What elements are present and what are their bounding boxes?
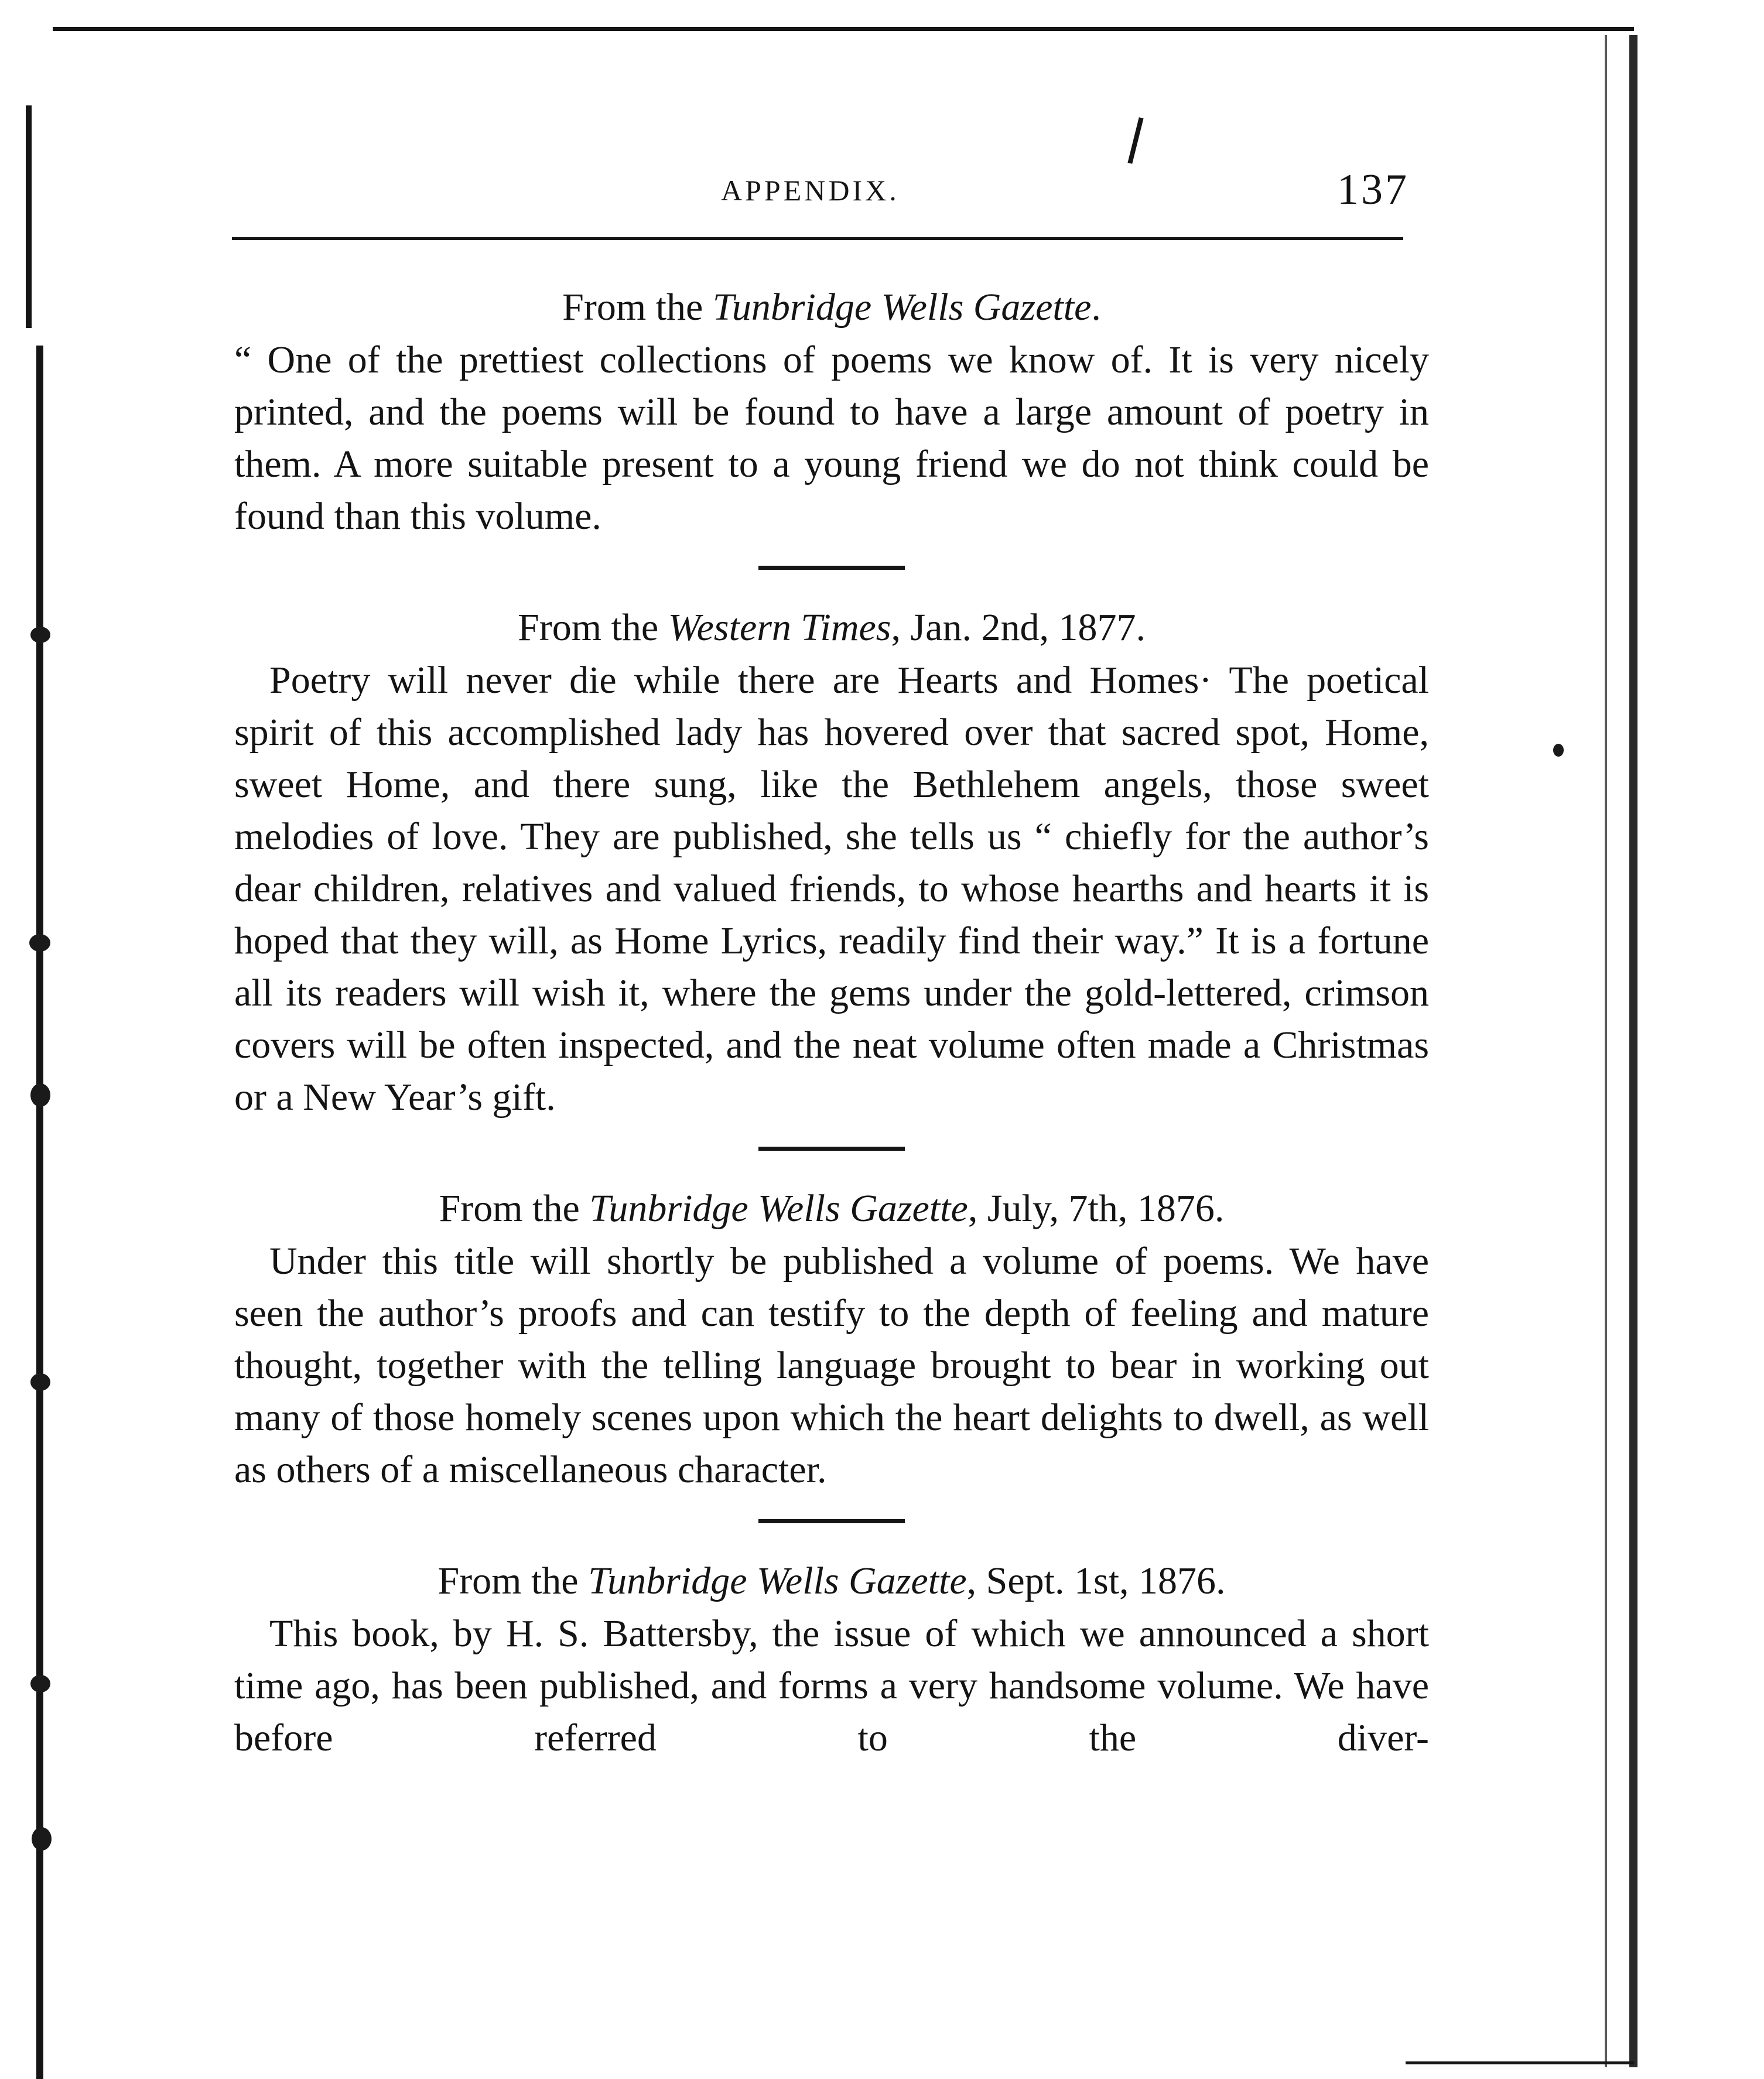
section-divider bbox=[758, 1147, 905, 1151]
source-title: Tunbridge Wells Gazette bbox=[589, 1187, 968, 1230]
source-prefix: From the bbox=[518, 606, 659, 649]
source-suffix: . bbox=[1091, 286, 1101, 329]
review-source-heading bbox=[234, 281, 1429, 334]
source-suffix: , Jan. 2nd, 1877. bbox=[891, 606, 1146, 649]
running-title: APPENDIX. bbox=[721, 174, 900, 207]
running-head bbox=[232, 166, 1415, 228]
source-title: Western Times bbox=[668, 606, 891, 649]
section-divider bbox=[758, 1519, 905, 1523]
left-binding-mark bbox=[26, 105, 32, 328]
review-source-heading bbox=[234, 1555, 1429, 1608]
source-prefix: From the bbox=[562, 286, 703, 329]
ink-speck bbox=[1553, 744, 1564, 757]
right-edge-inner bbox=[1605, 35, 1607, 2067]
header-rule bbox=[232, 237, 1403, 240]
source-title: Tunbridge Wells Gazette bbox=[588, 1560, 967, 1602]
binding-knot bbox=[32, 1827, 52, 1851]
review-tunbridge-wells-gazette-sept bbox=[234, 1555, 1429, 1764]
binding-knot bbox=[30, 1373, 50, 1391]
review-text: Poetry will never die while there are Hearts and Homes· The poetical spirit of this accomplished lady has hovered over that sacred spot, Home, sweet Home, and there sung, like the Bethlehem angels, those sweet melodies of love. They are published, she tells us “ chiefly for the author’s dear children, relatives and valued friends, to whose hearths and hearts it is hoped that they will, as Home Lyrics, readily find their way.” It is a fortune all its readers will wish it, where the gems under the gold-lettered, crimson covers will be often inspected, and the neat volume often made a Christmas or a New Year’s gift. bbox=[234, 659, 1429, 1119]
review-text: This book, by H. S. Battersby, the issue of which we announced a short time ago, has been published, and forms a very handsome volume. We have before referred to the diver- bbox=[234, 1612, 1429, 1759]
review-tunbridge-wells-gazette-july bbox=[234, 1182, 1429, 1496]
source-prefix: From the bbox=[437, 1560, 579, 1602]
review-text: “ One of the prettiest collections of poems we know of. It is very nicely printed, and the poems will be found to have a large amount of poetry in them. A more suitable present to a young friend we do not think could be found than this volume. bbox=[234, 338, 1429, 538]
section-divider bbox=[758, 566, 905, 570]
top-edge-rule bbox=[53, 27, 1634, 31]
right-edge-shadow bbox=[1629, 35, 1637, 2067]
page-body bbox=[234, 281, 1429, 1764]
bottom-edge-rule bbox=[1406, 2061, 1634, 2064]
binding-knot bbox=[30, 1083, 50, 1107]
source-suffix: , July, 7th, 1876. bbox=[968, 1187, 1225, 1230]
review-source-heading bbox=[234, 1182, 1429, 1235]
page-number: 137 bbox=[1337, 166, 1409, 214]
binding-knot bbox=[30, 627, 50, 643]
review-source-heading bbox=[234, 601, 1429, 654]
review-western-times bbox=[234, 601, 1429, 1123]
review-tunbridge-wells-gazette bbox=[234, 281, 1429, 542]
source-title: Tunbridge Wells Gazette bbox=[712, 286, 1092, 329]
left-binding-edge bbox=[36, 346, 43, 2079]
source-suffix: , Sept. 1st, 1876. bbox=[966, 1560, 1226, 1602]
review-text: Under this title will shortly be published a volume of poems. We have seen the author’s proofs and can testify to the depth of feeling and mature thought, together with the telling language brought to bear in working out many of those homely scenes upon which the heart delights to dwell, as well as others of a miscellaneous character. bbox=[234, 1240, 1429, 1491]
binding-knot bbox=[29, 934, 50, 952]
ink-stroke bbox=[1127, 117, 1143, 164]
source-prefix: From the bbox=[439, 1187, 580, 1230]
binding-knot bbox=[30, 1675, 50, 1692]
